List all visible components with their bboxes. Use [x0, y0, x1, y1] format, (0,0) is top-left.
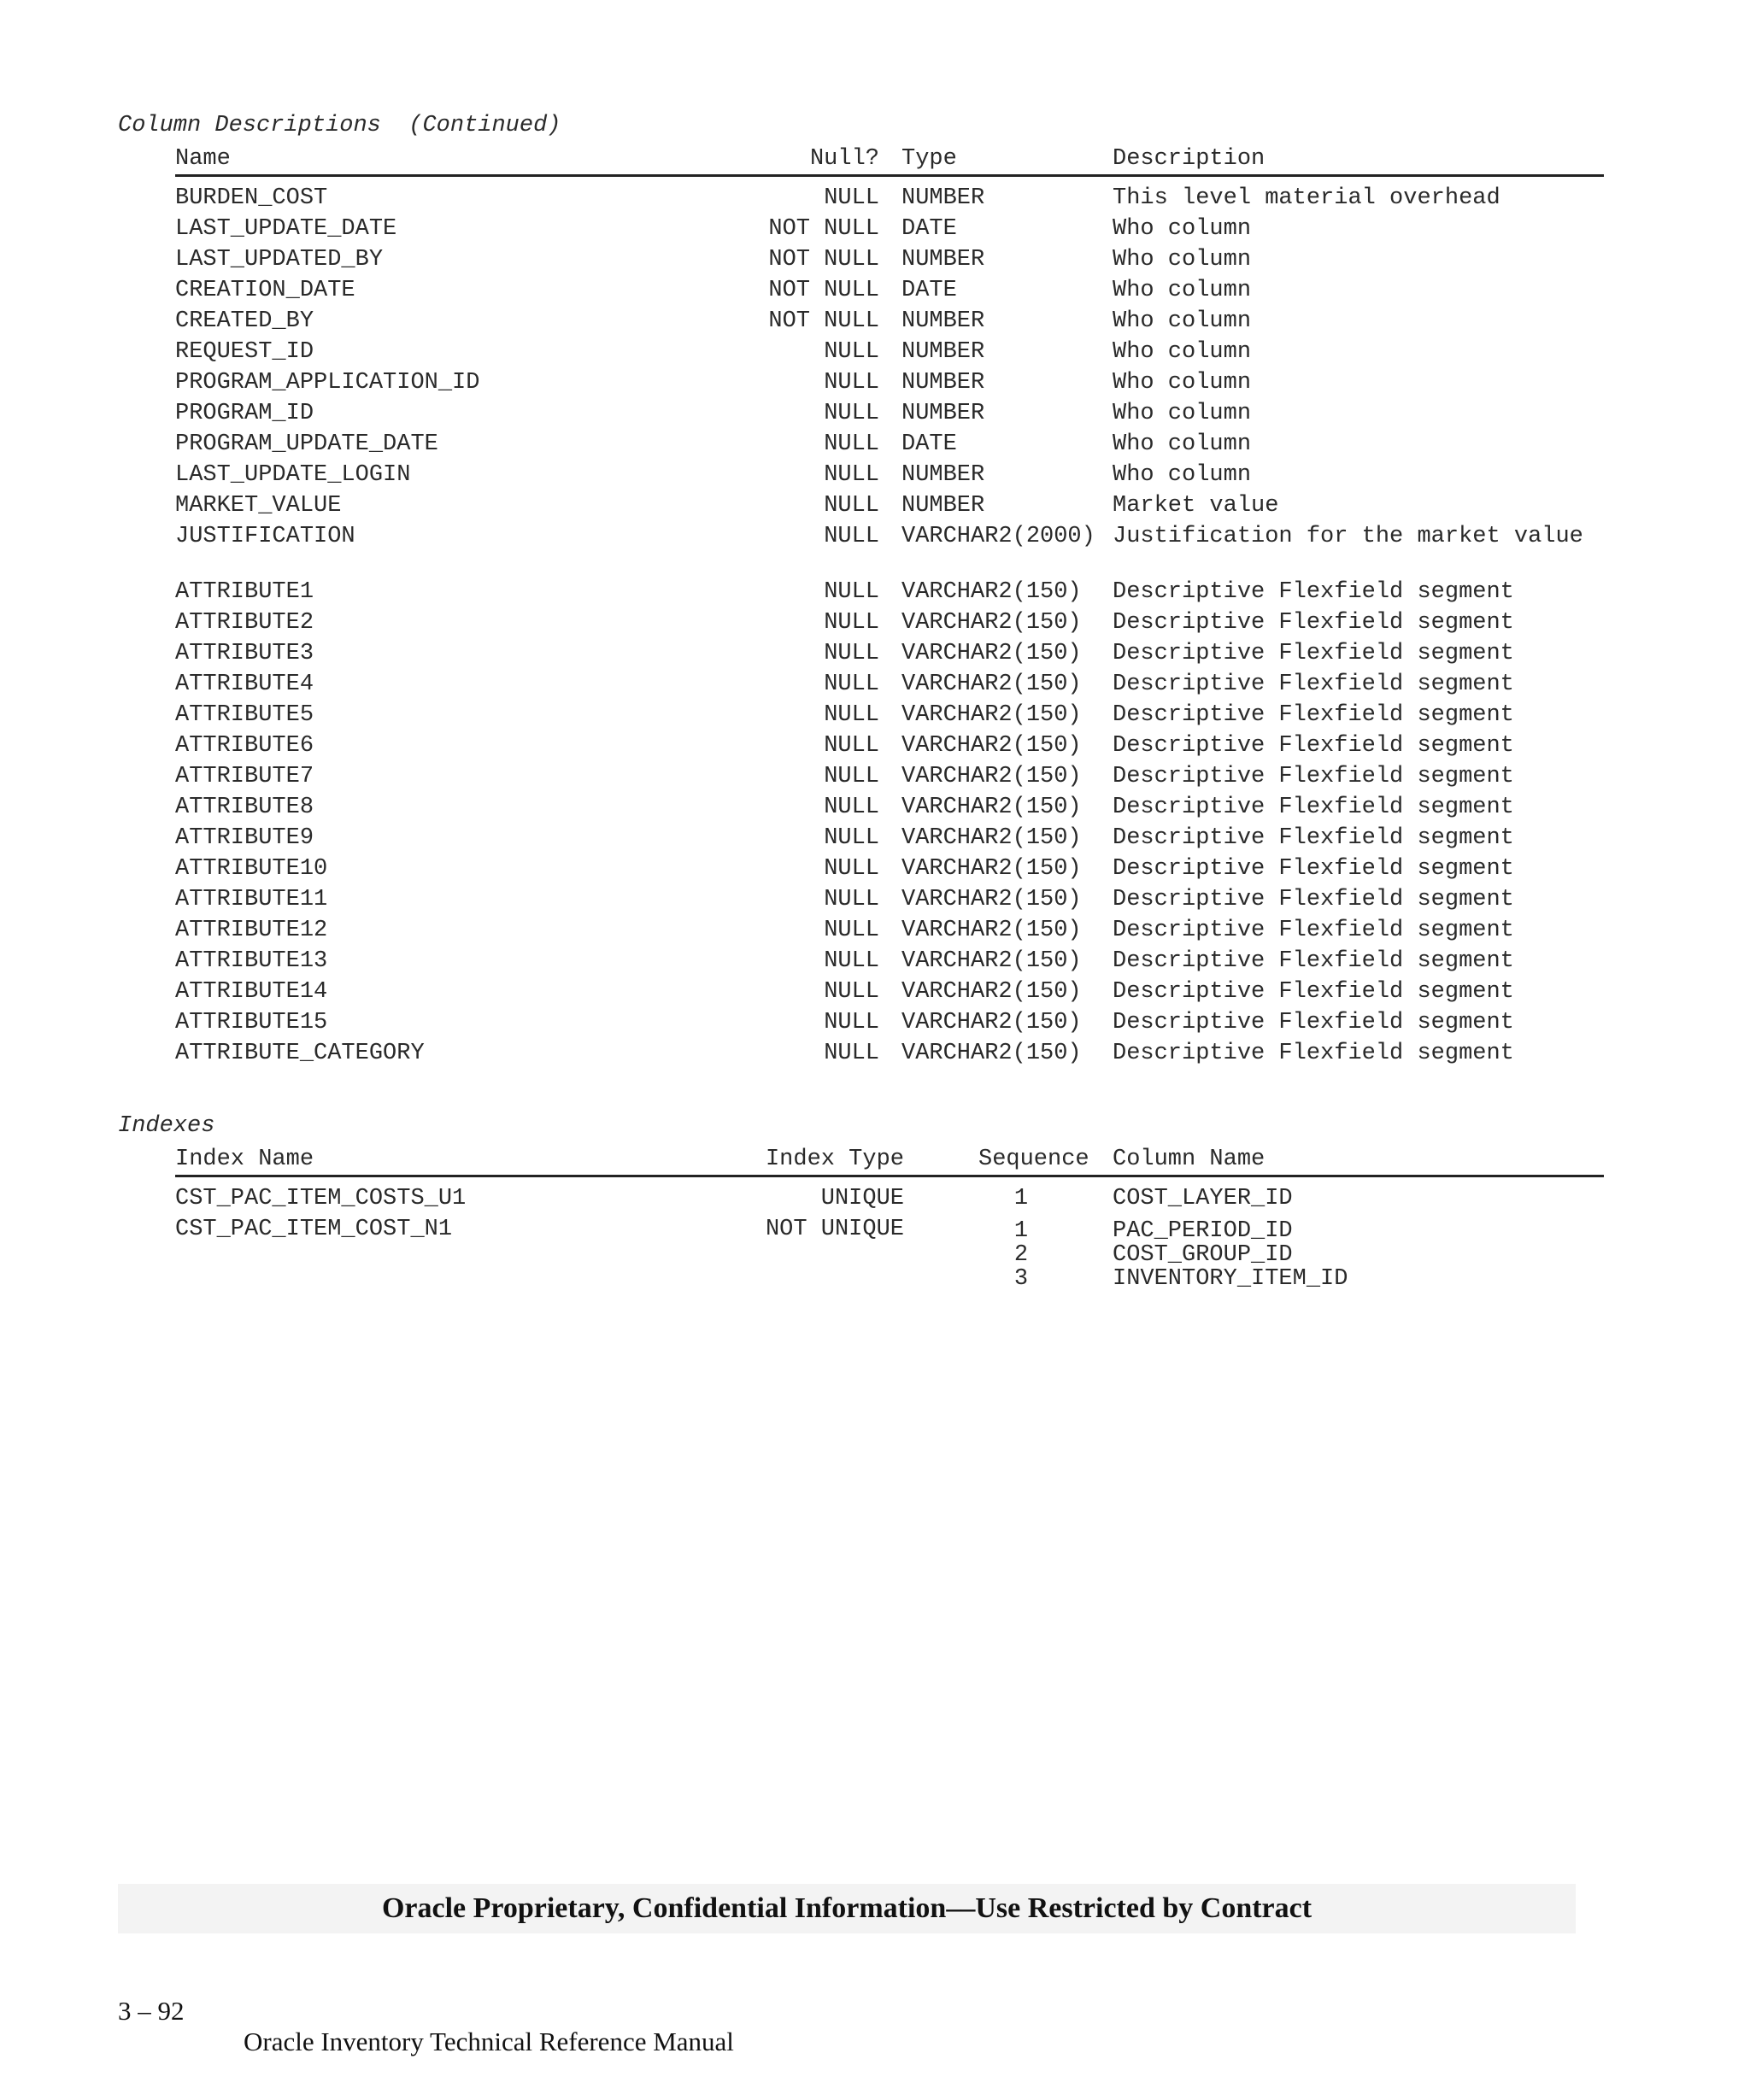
table-row [175, 214, 1604, 244]
table-row [175, 977, 1604, 1007]
cell-null: NULL [824, 401, 879, 426]
cell-null: NULL [824, 887, 879, 912]
cell-type: VARCHAR2(150) [901, 825, 1082, 851]
cell-column-name: COST_GROUP_ID [1113, 1242, 1293, 1268]
table-row [175, 244, 1604, 275]
table-row [175, 577, 1604, 607]
cell-description: This level material overhead [1113, 185, 1500, 211]
cell-name: LAST_UPDATE_DATE [175, 216, 397, 242]
cell-type: NUMBER [901, 401, 985, 426]
cell-type: VARCHAR2(150) [901, 856, 1082, 882]
table-row [175, 1214, 1604, 1294]
table-row [175, 398, 1604, 429]
cell-name: ATTRIBUTE9 [175, 825, 314, 851]
column-descriptions-table [175, 144, 1604, 1069]
cell-null: NULL [824, 733, 879, 759]
cell-type: DATE [901, 431, 957, 457]
cell-type: DATE [901, 216, 957, 242]
cell-null: NULL [824, 1010, 879, 1035]
cell-description: Who column [1113, 431, 1252, 457]
cell-type: NUMBER [901, 462, 985, 488]
table-row [175, 884, 1604, 915]
cell-null: NOT NULL [768, 247, 879, 273]
cell-name: ATTRIBUTE13 [175, 948, 328, 974]
cell-null: NULL [824, 610, 879, 636]
table-row [175, 367, 1604, 398]
table-row [175, 638, 1604, 669]
header-type: Type [901, 146, 957, 172]
cell-null: NULL [824, 524, 879, 549]
cell-type: VARCHAR2(150) [901, 979, 1082, 1005]
table-row [175, 183, 1604, 214]
table-row [175, 669, 1604, 700]
cell-sequence: 2 [1013, 1242, 1029, 1268]
table-row [175, 946, 1604, 977]
header-column-name: Column Name [1113, 1147, 1266, 1172]
cell-type: DATE [901, 278, 957, 303]
cell-description: Who column [1113, 462, 1252, 488]
page-number: 3 – 92 [118, 1996, 185, 2026]
cell-null: NULL [824, 795, 879, 820]
column-table-header [175, 144, 1604, 177]
cell-null: NULL [824, 672, 879, 697]
cell-type: VARCHAR2(150) [901, 672, 1082, 697]
cell-null: NULL [824, 948, 879, 974]
cell-null: NULL [824, 579, 879, 605]
index-table-header [175, 1144, 1604, 1177]
cell-description: Descriptive Flexfield segment [1113, 672, 1514, 697]
cell-name: ATTRIBUTE10 [175, 856, 328, 882]
cell-type: VARCHAR2(2000) [901, 524, 1095, 549]
cell-name: CREATION_DATE [175, 278, 355, 303]
manual-title: Oracle Inventory Technical Reference Manual [244, 2027, 734, 2056]
cell-name: BURDEN_COST [175, 185, 328, 211]
cell-type: NUMBER [901, 493, 985, 519]
cell-null: NULL [824, 493, 879, 519]
cell-sequence: 3 [1013, 1266, 1029, 1292]
header-description: Description [1113, 146, 1266, 172]
cell-description: Who column [1113, 370, 1252, 396]
table-row [175, 275, 1604, 306]
cell-null: NULL [824, 462, 879, 488]
cell-name: PROGRAM_ID [175, 401, 314, 426]
cell-description: Descriptive Flexfield segment [1113, 918, 1514, 943]
cell-null: NULL [824, 764, 879, 789]
cell-null: NOT NULL [768, 216, 879, 242]
cell-description: Justification for the market value [1113, 524, 1583, 549]
cell-index-type: UNIQUE [820, 1186, 904, 1211]
cell-description: Descriptive Flexfield segment [1113, 641, 1514, 666]
index-rows [175, 1183, 1604, 1294]
cell-name: ATTRIBUTE5 [175, 702, 314, 728]
table-row [175, 700, 1604, 730]
cell-name: ATTRIBUTE12 [175, 918, 328, 943]
cell-description: Who column [1113, 401, 1252, 426]
cell-type: VARCHAR2(150) [901, 795, 1082, 820]
cell-name: JUSTIFICATION [175, 524, 355, 549]
cell-null: NULL [824, 702, 879, 728]
cell-name: ATTRIBUTE7 [175, 764, 314, 789]
cell-type: VARCHAR2(150) [901, 764, 1082, 789]
cell-description: Descriptive Flexfield segment [1113, 579, 1514, 605]
cell-name: ATTRIBUTE8 [175, 795, 314, 820]
table-row [175, 792, 1604, 823]
cell-name: CREATED_BY [175, 308, 314, 334]
cell-null: NULL [824, 185, 879, 211]
cell-name: ATTRIBUTE4 [175, 672, 314, 697]
cell-name: ATTRIBUTE11 [175, 887, 328, 912]
cell-name: PROGRAM_UPDATE_DATE [175, 431, 438, 457]
cell-null: NULL [824, 825, 879, 851]
cell-type: VARCHAR2(150) [901, 887, 1082, 912]
cell-description: Descriptive Flexfield segment [1113, 856, 1514, 882]
table-row [175, 490, 1604, 521]
table-row [175, 607, 1604, 638]
cell-type: VARCHAR2(150) [901, 918, 1082, 943]
table-row [175, 730, 1604, 761]
cell-null: NOT NULL [768, 278, 879, 303]
cell-null: NULL [824, 979, 879, 1005]
cell-description: Descriptive Flexfield segment [1113, 764, 1514, 789]
cell-type: NUMBER [901, 370, 985, 396]
indexes-title: Indexes [118, 1113, 215, 1139]
cell-type: NUMBER [901, 247, 985, 273]
cell-description: Descriptive Flexfield segment [1113, 702, 1514, 728]
cell-null: NOT NULL [768, 308, 879, 334]
cell-description: Descriptive Flexfield segment [1113, 733, 1514, 759]
cell-column-name: COST_LAYER_ID [1113, 1186, 1293, 1211]
cell-description: Descriptive Flexfield segment [1113, 610, 1514, 636]
table-row [175, 521, 1604, 577]
cell-description: Who column [1113, 339, 1252, 365]
column-rows [175, 183, 1604, 1069]
cell-name: ATTRIBUTE_CATEGORY [175, 1041, 425, 1066]
cell-type: VARCHAR2(150) [901, 1010, 1082, 1035]
table-row [175, 823, 1604, 853]
cell-index-name: CST_PAC_ITEM_COSTS_U1 [175, 1186, 467, 1211]
cell-sequence: 1 [1013, 1218, 1029, 1244]
cell-null: NULL [824, 856, 879, 882]
table-row [175, 761, 1604, 792]
cell-name: PROGRAM_APPLICATION_ID [175, 370, 480, 396]
table-row [175, 460, 1604, 490]
confidential-banner: Oracle Proprietary, Confidential Information––Use Restricted by Contract [118, 1884, 1576, 1933]
cell-description: Descriptive Flexfield segment [1113, 825, 1514, 851]
cell-name: ATTRIBUTE14 [175, 979, 328, 1005]
cell-type: NUMBER [901, 339, 985, 365]
cell-description: Who column [1113, 247, 1252, 273]
cell-name: ATTRIBUTE2 [175, 610, 314, 636]
cell-name: REQUEST_ID [175, 339, 314, 365]
column-descriptions-title: Column Descriptions (Continued) [118, 113, 561, 138]
header-index-type: Index Type [765, 1147, 904, 1172]
cell-null: NULL [824, 641, 879, 666]
cell-null: NULL [824, 431, 879, 457]
cell-description: Descriptive Flexfield segment [1113, 979, 1514, 1005]
header-sequence: Sequence [978, 1147, 1089, 1172]
cell-type: VARCHAR2(150) [901, 641, 1082, 666]
table-row [175, 306, 1604, 337]
indexes-table [175, 1144, 1604, 1294]
cell-description: Market value [1113, 493, 1279, 519]
cell-description: Descriptive Flexfield segment [1113, 887, 1514, 912]
cell-index-type: NOT UNIQUE [765, 1217, 904, 1242]
cell-description: Descriptive Flexfield segment [1113, 1010, 1514, 1035]
page-footer [118, 1965, 734, 2057]
cell-null: NULL [824, 339, 879, 365]
table-row [175, 337, 1604, 367]
cell-name: LAST_UPDATED_BY [175, 247, 384, 273]
table-row [175, 1007, 1604, 1038]
header-null: Null? [809, 146, 879, 172]
cell-description: Who column [1113, 216, 1252, 242]
cell-name: ATTRIBUTE6 [175, 733, 314, 759]
cell-description: Descriptive Flexfield segment [1113, 1041, 1514, 1066]
header-index-name: Index Name [175, 1147, 314, 1172]
cell-sequence: 1 [1013, 1186, 1029, 1211]
cell-null: NULL [824, 1041, 879, 1066]
table-row [175, 429, 1604, 460]
cell-column-name: PAC_PERIOD_ID [1113, 1218, 1293, 1244]
cell-null: NULL [824, 918, 879, 943]
cell-type: VARCHAR2(150) [901, 610, 1082, 636]
cell-description: Who column [1113, 278, 1252, 303]
cell-null: NULL [824, 370, 879, 396]
table-row [175, 1183, 1604, 1214]
cell-name: ATTRIBUTE3 [175, 641, 314, 666]
cell-name: ATTRIBUTE15 [175, 1010, 328, 1035]
cell-index-name: CST_PAC_ITEM_COST_N1 [175, 1217, 453, 1242]
cell-type: VARCHAR2(150) [901, 579, 1082, 605]
table-row [175, 915, 1604, 946]
cell-name: ATTRIBUTE1 [175, 579, 314, 605]
cell-type: VARCHAR2(150) [901, 702, 1082, 728]
cell-type: NUMBER [901, 308, 985, 334]
table-row [175, 853, 1604, 884]
cell-description: Descriptive Flexfield segment [1113, 948, 1514, 974]
cell-type: VARCHAR2(150) [901, 948, 1082, 974]
header-name: Name [175, 146, 231, 172]
table-row [175, 1038, 1604, 1069]
cell-type: VARCHAR2(150) [901, 1041, 1082, 1066]
cell-description: Who column [1113, 308, 1252, 334]
cell-description: Descriptive Flexfield segment [1113, 795, 1514, 820]
cell-name: LAST_UPDATE_LOGIN [175, 462, 411, 488]
cell-type: VARCHAR2(150) [901, 733, 1082, 759]
cell-name: MARKET_VALUE [175, 493, 342, 519]
cell-type: NUMBER [901, 185, 985, 211]
cell-column-name: INVENTORY_ITEM_ID [1113, 1266, 1348, 1292]
